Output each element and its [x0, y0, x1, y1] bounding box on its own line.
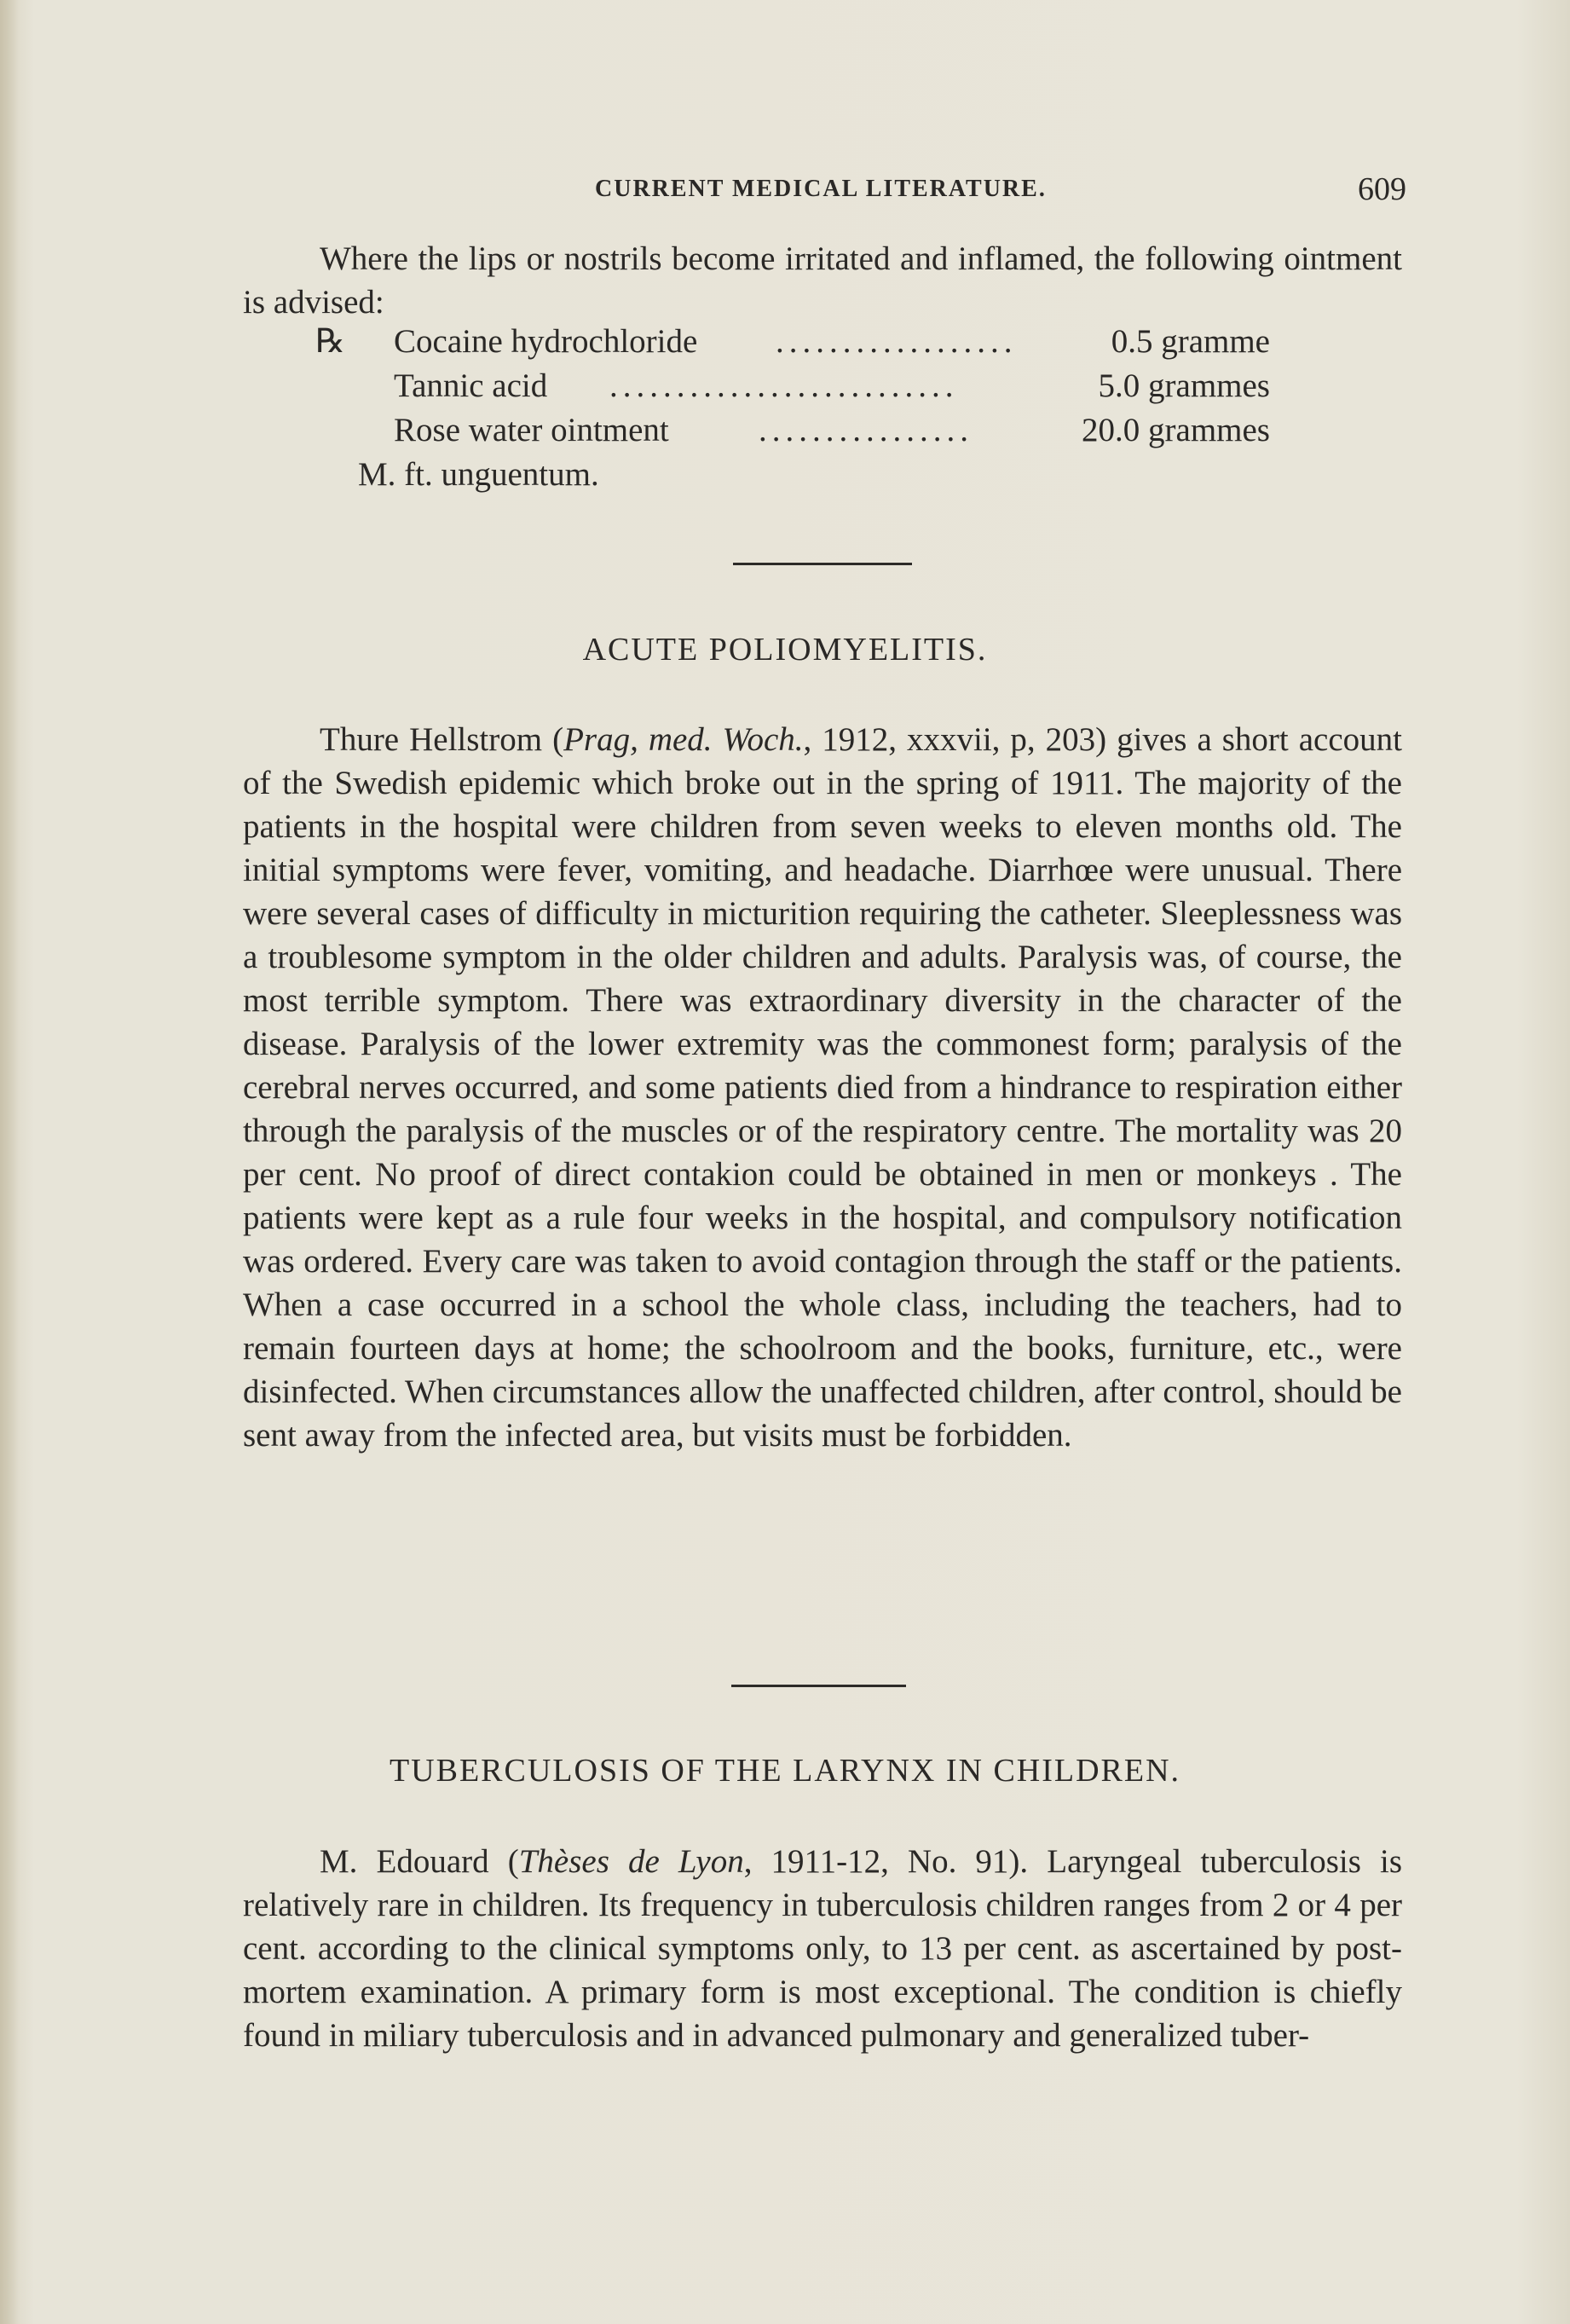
ingredient-name: Rose water ointment	[394, 412, 669, 448]
section-divider	[733, 563, 912, 565]
page-gutter-shadow	[0, 0, 19, 2324]
ingredient-amount: 20.0 grammes	[1082, 412, 1270, 448]
paragraph-body: , 1911-12, No. 91). Laryngeal tuberculosis is relatively rare in children. Its frequency in tuberculosis children ranges from 2 or 4 per cent. according to the clinical symptoms only, to 13 per cent. as ascertained by post-mortem examination. A primary form is most exceptional. The condition is chiefly found in miliary tuberculosis and in advanced pulmonary and generalized tuber-	[243, 1843, 1402, 2054]
ingredient-amount: 5.0 grammes	[1098, 367, 1270, 404]
section-heading: TUBERCULOSIS OF THE LARYNX IN CHILDREN.	[389, 1753, 1181, 1789]
prescription-row	[315, 411, 1270, 455]
page-header	[239, 171, 1406, 213]
journal-title: Prag, med. Woch.	[563, 721, 804, 758]
larynx-paragraph	[243, 1840, 1402, 2057]
dot-leader: ................	[759, 412, 973, 448]
poliomyelitis-paragraph	[243, 718, 1402, 1457]
ingredient-name: Tannic acid	[394, 367, 548, 404]
prescription-direction: M. ft. unguentum.	[358, 456, 599, 493]
author-citation: Thure Hellstrom (	[320, 721, 564, 758]
dot-leader: ..................	[776, 323, 1018, 360]
journal-title: Thèses de Lyon	[518, 1843, 744, 1880]
author-citation: M. Edouard (	[320, 1843, 519, 1880]
section-divider	[731, 1685, 906, 1687]
prescription-row	[315, 367, 1270, 411]
section-heading: ACUTE POLIOMYELITIS.	[582, 632, 988, 668]
ingredient-amount: 0.5 gramme	[1111, 323, 1270, 360]
prescription-row	[315, 322, 1270, 367]
intro-paragraph	[243, 237, 1402, 324]
intro-text: Where the lips or nostrils become irritated and inflamed, the following ointment is advised:	[243, 240, 1402, 321]
paragraph-text	[243, 718, 1402, 1457]
recipe-symbol: ℞	[315, 323, 345, 360]
prescription	[315, 322, 1270, 493]
paragraph-text	[243, 1840, 1402, 2057]
paragraph-body: , 1912, xxxvii, p, 203) gives a short account of the Swedish epidemic which broke out in the spring of 1911. The majority of the patients in the hospital were children from seven weeks to eleven months old. The initial symptoms were fever, vomiting, and headache. Diarrhœe were unusual. There were several cases of difficulty in micturition requiring the catheter. Sleeplessness was a troublesome symptom in the older children and adults. Paralysis was, of course, the most terrible symptom. There was extraordinary diversity in the character of the disease. Paralysis of the lower extremity was the commonest form; paralysis of the cerebral nerves occurred, and some patients died from a hindrance to respiration either through the paralysis of the muscles or of the respiratory centre. The mortality was 20 per cent. No proof of direct contakion could be obtained in men or monkeys . The patients were kept as a rule four weeks in the hospital, and compulsory notification was ordered. Every care was taken to avoid contagion through the staff or the patients. When a case occurred in a school the whole class, including the teachers, had to remain fourteen days at home; the schoolroom and the books, furniture, etc., were disinfected. When circumstances allow the unaffected children, after control, should be sent away from the infected area, but visits must be forbidden.	[243, 721, 1402, 1454]
dot-leader: ..........................	[609, 367, 959, 404]
page-number: 609	[1358, 171, 1406, 207]
ingredient-name: Cocaine hydrochloride	[394, 323, 698, 360]
running-title: CURRENT MEDICAL LITERATURE.	[595, 176, 1047, 202]
